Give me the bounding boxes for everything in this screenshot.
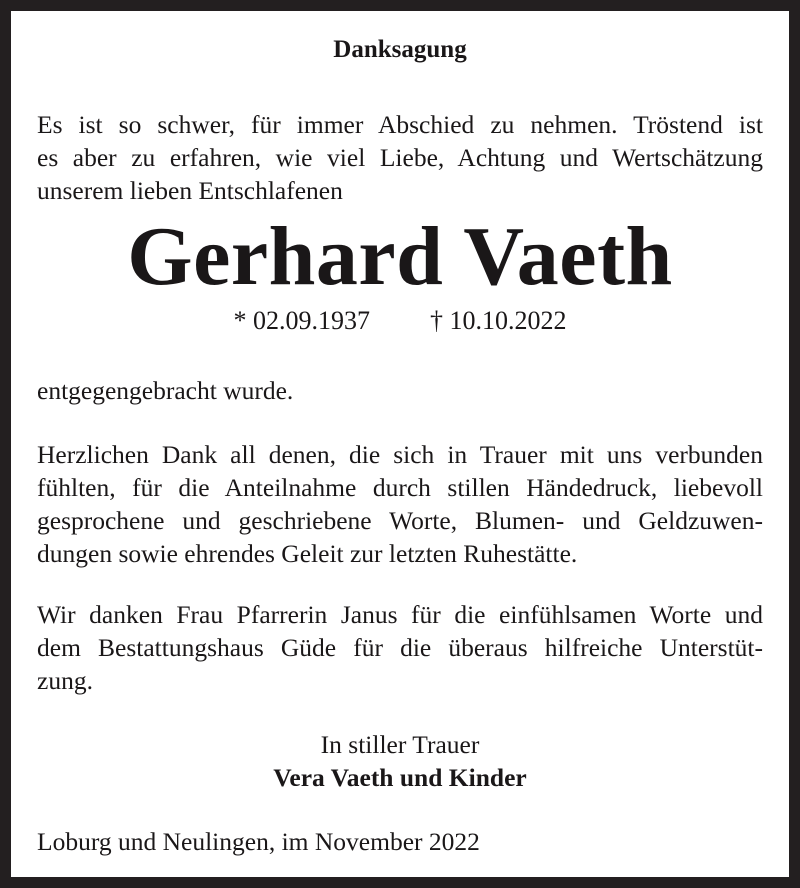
thanks-line-3: gesprochene und geschriebene Worte, Blumen- und Geldzuwen- (37, 506, 763, 535)
closing-phrase: In stiller Trauer (320, 730, 480, 759)
pastor-line-3: zung. (37, 666, 93, 695)
intro-line-1: Es ist so schwer, für immer Abschied zu nehmen. Tröstend ist (37, 110, 763, 139)
deceased-name: Gerhard Vaeth (127, 210, 673, 303)
birth-date: * 02.09.1937 (233, 306, 370, 335)
thanks-line-1: Herzlichen Dank all denen, die sich in Trauer mit uns verbunden (37, 440, 763, 469)
intro-line-3: unserem lieben Entschlafenen (37, 176, 343, 205)
death-date: † 10.10.2022 (430, 306, 567, 335)
pastor-line-2: dem Bestattungshaus Güde für die überaus hilfreiche Unterstüt- (37, 633, 763, 662)
family-signature: Vera Vaeth und Kinder (273, 763, 527, 792)
after-name-line: entgegengebracht wurde. (37, 376, 294, 405)
thanks-line-2: fühlten, für die Anteilnahme durch stillen Händedruck, liebevoll (37, 473, 763, 502)
place-and-date: Loburg und Neulingen, im November 2022 (37, 827, 480, 856)
notice-heading: Danksagung (333, 36, 467, 63)
pastor-line-1: Wir danken Frau Pfarrerin Janus für die einfühlsamen Worte und (37, 600, 763, 629)
life-dates (11, 305, 789, 337)
thanks-line-4: dungen sowie ehrendes Geleit zur letzten Ruhestätte. (37, 539, 578, 568)
intro-line-2: es aber zu erfahren, wie viel Liebe, Achtung und Wertschätzung (37, 143, 763, 172)
